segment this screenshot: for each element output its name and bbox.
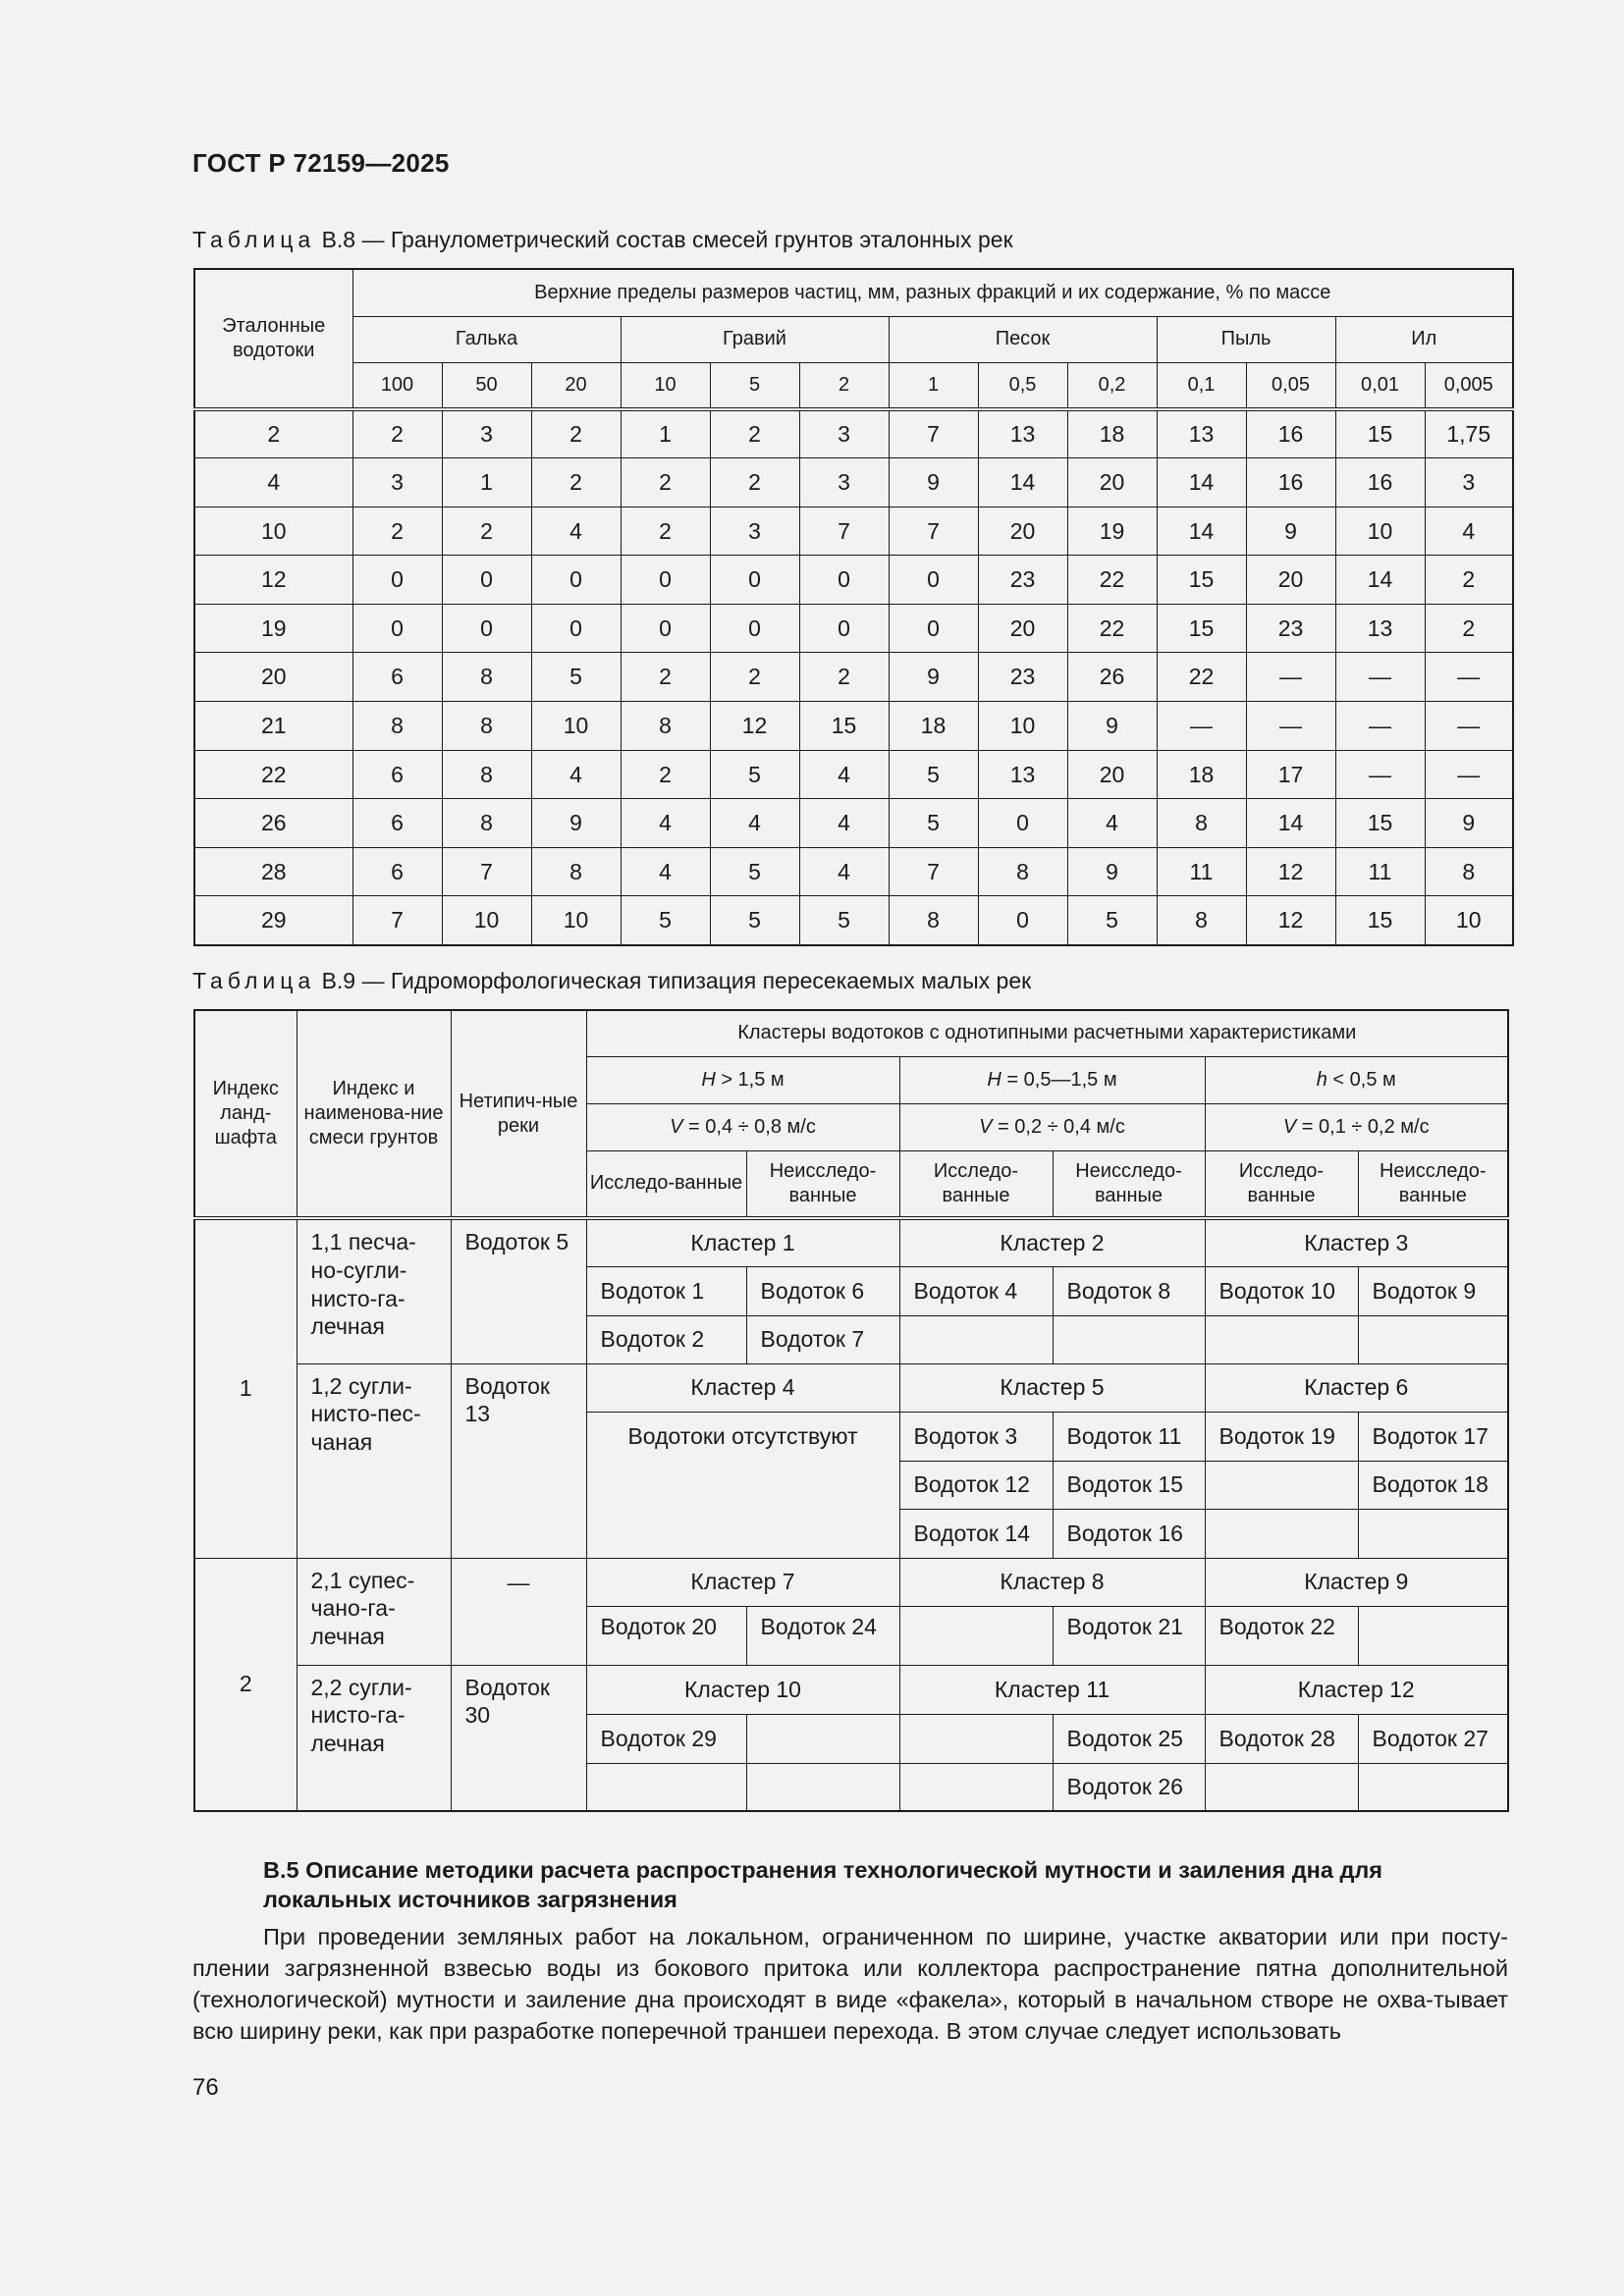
stream-id-cell: 20: [194, 653, 352, 702]
stream-cell: Водоток 2: [586, 1315, 746, 1363]
header-group-dust: Пыль: [1157, 316, 1335, 362]
stream-cell: Водоток 14: [899, 1509, 1053, 1558]
value-cell: 2: [1425, 556, 1513, 605]
velocity-value: = 0,1 ÷ 0,2 м/с: [1296, 1115, 1430, 1138]
value-cell: —: [1425, 702, 1513, 751]
header-velocity-1: [586, 1103, 899, 1150]
value-cell: 7: [889, 507, 978, 556]
empty-cell: [1358, 1763, 1508, 1811]
mix-name-cell: 1,1 песча-но-сугли-нисто-га-лечная: [297, 1218, 451, 1363]
cluster-label: Кластер 2: [899, 1218, 1205, 1266]
value-cell: 0: [799, 604, 889, 653]
value-cell: 4: [710, 799, 799, 848]
value-cell: 10: [531, 896, 621, 945]
value-cell: 9: [889, 653, 978, 702]
value-cell: 0: [710, 604, 799, 653]
value-cell: 4: [531, 507, 621, 556]
value-cell: 4: [1067, 799, 1157, 848]
value-cell: 16: [1335, 458, 1425, 507]
stream-id-cell: 26: [194, 799, 352, 848]
value-cell: 15: [1335, 409, 1425, 458]
value-cell: 4: [799, 750, 889, 799]
header-landscape-index: Индекс ланд-шафта: [194, 1010, 297, 1218]
mix-name-cell: 1,2 сугли-нисто-пес-чаная: [297, 1363, 451, 1558]
cluster-label: Кластер 12: [1205, 1665, 1508, 1714]
value-cell: 13: [978, 750, 1067, 799]
value-cell: 10: [1335, 507, 1425, 556]
value-cell: 20: [978, 507, 1067, 556]
value-cell: 0: [978, 799, 1067, 848]
value-cell: —: [1425, 750, 1513, 799]
mix-name-cell: 2,1 супес-чано-га-лечная: [297, 1558, 451, 1665]
value-cell: 3: [442, 409, 531, 458]
value-cell: 0: [621, 556, 710, 605]
header-studied: Исследо-ванные: [899, 1150, 1053, 1218]
value-cell: 8: [442, 653, 531, 702]
mix-name-cell: 2,2 сугли-нисто-га-лечная: [297, 1665, 451, 1811]
stream-cell: Водоток 12: [899, 1461, 1053, 1509]
table-row: [194, 750, 1513, 799]
landscape-index-cell: 2: [194, 1558, 297, 1811]
stream-cell: Водоток 24: [746, 1606, 899, 1665]
value-cell: 2: [531, 458, 621, 507]
table-hydromorphological-typing: [193, 1009, 1509, 1812]
depth-value: > 1,5 м: [715, 1068, 785, 1091]
value-cell: 2: [621, 458, 710, 507]
value-cell: 13: [1335, 604, 1425, 653]
value-cell: 2: [352, 507, 442, 556]
cluster-label: Кластер 7: [586, 1558, 899, 1606]
header-reference-streams: Эталонные водотоки: [194, 269, 352, 409]
value-cell: 7: [889, 847, 978, 896]
empty-cell: [746, 1763, 899, 1811]
value-cell: 8: [1157, 799, 1246, 848]
value-cell: 20: [1067, 750, 1157, 799]
header-group-sand: Песок: [889, 316, 1157, 362]
cluster-label: Кластер 1: [586, 1218, 899, 1266]
cluster-label: Кластер 6: [1205, 1363, 1508, 1412]
atypical-river-cell: Водоток 5: [451, 1218, 586, 1363]
value-cell: 3: [710, 507, 799, 556]
value-cell: 0: [531, 556, 621, 605]
value-cell: 14: [1157, 507, 1246, 556]
value-cell: 0: [889, 604, 978, 653]
value-cell: 14: [1157, 458, 1246, 507]
atypical-river-cell: —: [451, 1558, 586, 1665]
value-cell: 10: [531, 702, 621, 751]
value-cell: 1: [442, 458, 531, 507]
header-atypical-rivers: Нетипич-ные реки: [451, 1010, 586, 1218]
empty-cell: [1205, 1509, 1358, 1558]
value-cell: 4: [799, 847, 889, 896]
header-group-gravel: Гравий: [621, 316, 889, 362]
empty-cell: [899, 1763, 1053, 1811]
value-cell: 12: [1246, 896, 1335, 945]
value-cell: 0: [352, 604, 442, 653]
header-unstudied: Неисследо-ванные: [746, 1150, 899, 1218]
value-cell: 15: [1157, 556, 1246, 605]
table-row: [194, 702, 1513, 751]
stream-cell: Водоток 10: [1205, 1266, 1358, 1315]
stream-cell: Водоток 18: [1358, 1461, 1508, 1509]
header-studied: Исследо-ванные: [1205, 1150, 1358, 1218]
header-group-pebble: Галька: [352, 316, 621, 362]
value-cell: 3: [352, 458, 442, 507]
value-cell: 15: [1157, 604, 1246, 653]
value-cell: 7: [442, 847, 531, 896]
value-cell: 0: [621, 604, 710, 653]
value-cell: 23: [978, 653, 1067, 702]
header-size-limit: 100: [352, 362, 442, 409]
header-depth-1: [586, 1056, 899, 1103]
value-cell: 18: [889, 702, 978, 751]
table-granulometric-composition: [193, 268, 1514, 946]
value-cell: 8: [352, 702, 442, 751]
value-cell: 8: [621, 702, 710, 751]
value-cell: 10: [978, 702, 1067, 751]
empty-cell: [1358, 1315, 1508, 1363]
empty-cell: [1205, 1461, 1358, 1509]
value-cell: —: [1246, 702, 1335, 751]
table-row: [194, 556, 1513, 605]
header-size-limit: 0,1: [1157, 362, 1246, 409]
empty-cell: [1205, 1763, 1358, 1811]
header-size-limit: 0,5: [978, 362, 1067, 409]
value-cell: 7: [799, 507, 889, 556]
value-cell: 8: [1425, 847, 1513, 896]
empty-cell: [1358, 1509, 1508, 1558]
table9-caption-prefix: Таблица: [192, 968, 316, 993]
header-depth-3: [1205, 1056, 1508, 1103]
value-cell: 11: [1335, 847, 1425, 896]
value-cell: —: [1335, 702, 1425, 751]
value-cell: 19: [1067, 507, 1157, 556]
stream-cell: Водоток 29: [586, 1714, 746, 1763]
value-cell: 5: [621, 896, 710, 945]
value-cell: 1,75: [1425, 409, 1513, 458]
stream-cell: Водоток 3: [899, 1412, 1053, 1461]
cluster-label: Кластер 3: [1205, 1218, 1508, 1266]
stream-id-cell: 4: [194, 458, 352, 507]
empty-cell: [586, 1763, 746, 1811]
stream-id-cell: 21: [194, 702, 352, 751]
table9-caption-text: В.9 — Гидроморфологическая типизация пересекаемых малых рек: [315, 968, 1032, 993]
value-cell: 4: [799, 799, 889, 848]
atypical-river-cell: Водоток 13: [451, 1363, 586, 1558]
value-cell: 5: [710, 847, 799, 896]
depth-value: = 0,5—1,5 м: [1001, 1068, 1117, 1091]
value-cell: 9: [531, 799, 621, 848]
value-cell: 12: [1246, 847, 1335, 896]
table8-caption: [192, 227, 1013, 253]
value-cell: 10: [1425, 896, 1513, 945]
stream-cell: Водоток 7: [746, 1315, 899, 1363]
header-depth-2: [899, 1056, 1205, 1103]
value-cell: 6: [352, 750, 442, 799]
stream-cell: Водоток 1: [586, 1266, 746, 1315]
value-cell: 5: [1067, 896, 1157, 945]
value-cell: 6: [352, 847, 442, 896]
header-studied: Исследо-ванные: [586, 1150, 746, 1218]
value-cell: 0: [531, 604, 621, 653]
value-cell: 23: [1246, 604, 1335, 653]
empty-cell: [899, 1714, 1053, 1763]
stream-cell: Водоток 9: [1358, 1266, 1508, 1315]
header-size-limit: 2: [799, 362, 889, 409]
stream-cell: Водоток 20: [586, 1606, 746, 1665]
value-cell: 22: [1067, 556, 1157, 605]
header-size-limit: 50: [442, 362, 531, 409]
stream-cell: Водоток 26: [1053, 1763, 1205, 1811]
value-cell: 0: [799, 556, 889, 605]
atypical-river-cell: Водоток 30: [451, 1665, 586, 1811]
header-size-limit: 0,005: [1425, 362, 1513, 409]
cluster-label: Кластер 10: [586, 1665, 899, 1714]
value-cell: 8: [531, 847, 621, 896]
value-cell: 0: [710, 556, 799, 605]
value-cell: 2: [352, 409, 442, 458]
stream-id-cell: 22: [194, 750, 352, 799]
stream-cell: Водоток 6: [746, 1266, 899, 1315]
value-cell: 5: [889, 799, 978, 848]
value-cell: 22: [1067, 604, 1157, 653]
value-cell: 5: [889, 750, 978, 799]
value-cell: 8: [1157, 896, 1246, 945]
value-cell: 0: [442, 604, 531, 653]
stream-cell: Водоток 19: [1205, 1412, 1358, 1461]
header-clusters: Кластеры водотоков с однотипными расчетными характеристиками: [586, 1010, 1508, 1056]
stream-cell: Водоток 22: [1205, 1606, 1358, 1665]
value-cell: 18: [1157, 750, 1246, 799]
value-cell: 0: [889, 556, 978, 605]
value-cell: 0: [442, 556, 531, 605]
table9-caption: [192, 968, 1031, 994]
value-cell: 3: [799, 409, 889, 458]
empty-cell: [1053, 1315, 1205, 1363]
header-unstudied: Неисследо-ванные: [1358, 1150, 1508, 1218]
value-cell: 4: [621, 799, 710, 848]
value-cell: 6: [352, 653, 442, 702]
value-cell: 15: [1335, 896, 1425, 945]
table-row: [194, 409, 1513, 458]
stream-cell: Водоток 27: [1358, 1714, 1508, 1763]
header-particle-size-limits: Верхние пределы размеров частиц, мм, разных фракций и их содержание, % по массе: [352, 269, 1513, 316]
value-cell: 8: [889, 896, 978, 945]
value-cell: 18: [1067, 409, 1157, 458]
section-heading: В.5 Описание методики расчета распространения технологической мутности и заиления дна для локальных источников загрязнения: [263, 1857, 1383, 1912]
value-cell: 11: [1157, 847, 1246, 896]
value-cell: 8: [442, 702, 531, 751]
header-mix-index-name: Индекс и наименова-ние смеси грунтов: [297, 1010, 451, 1218]
table-row: [194, 458, 1513, 507]
value-cell: 7: [352, 896, 442, 945]
value-cell: 14: [1246, 799, 1335, 848]
stream-cell: Водоток 28: [1205, 1714, 1358, 1763]
table8-caption-prefix: Таблица: [192, 227, 316, 252]
table-row: [194, 896, 1513, 945]
value-cell: 26: [1067, 653, 1157, 702]
depth-value: < 0,5 м: [1326, 1068, 1396, 1091]
page-number: 76: [192, 2074, 219, 2101]
velocity-value: = 0,2 ÷ 0,4 м/с: [992, 1115, 1125, 1138]
cluster-label: Кластер 11: [899, 1665, 1205, 1714]
value-cell: 15: [799, 702, 889, 751]
header-size-limit: 0,01: [1335, 362, 1425, 409]
value-cell: 13: [978, 409, 1067, 458]
landscape-index-cell: 1: [194, 1218, 297, 1558]
value-cell: 2: [1425, 604, 1513, 653]
cluster-label: Кластер 8: [899, 1558, 1205, 1606]
value-cell: 15: [1335, 799, 1425, 848]
value-cell: 2: [621, 750, 710, 799]
value-cell: 3: [799, 458, 889, 507]
value-cell: 4: [531, 750, 621, 799]
stream-id-cell: 29: [194, 896, 352, 945]
value-cell: 9: [1425, 799, 1513, 848]
velocity-symbol: V: [670, 1115, 683, 1138]
value-cell: 20: [1067, 458, 1157, 507]
cluster-label: Кластер 9: [1205, 1558, 1508, 1606]
stream-id-cell: 28: [194, 847, 352, 896]
value-cell: —: [1335, 750, 1425, 799]
value-cell: 14: [978, 458, 1067, 507]
document-id: ГОСТ Р 72159—2025: [192, 148, 450, 178]
value-cell: 0: [978, 896, 1067, 945]
value-cell: 9: [1067, 702, 1157, 751]
header-velocity-3: [1205, 1103, 1508, 1150]
velocity-value: = 0,4 ÷ 0,8 м/с: [682, 1115, 816, 1138]
value-cell: 17: [1246, 750, 1335, 799]
stream-cell: Водоток 21: [1053, 1606, 1205, 1665]
value-cell: 20: [978, 604, 1067, 653]
stream-cell: Водоток 8: [1053, 1266, 1205, 1315]
value-cell: 10: [442, 896, 531, 945]
empty-cell: [1205, 1315, 1358, 1363]
value-cell: 2: [710, 653, 799, 702]
value-cell: 9: [1246, 507, 1335, 556]
stream-cell: Водоток 11: [1053, 1412, 1205, 1461]
stream-cell: Водоток 17: [1358, 1412, 1508, 1461]
value-cell: 2: [710, 409, 799, 458]
value-cell: 2: [531, 409, 621, 458]
depth-symbol: h: [1316, 1068, 1327, 1091]
value-cell: 5: [531, 653, 621, 702]
table-row: [194, 604, 1513, 653]
header-size-limit: 20: [531, 362, 621, 409]
stream-id-cell: 19: [194, 604, 352, 653]
value-cell: 5: [710, 896, 799, 945]
stream-cell: Водоток 15: [1053, 1461, 1205, 1509]
header-size-limit: 0,2: [1067, 362, 1157, 409]
empty-cell: [746, 1714, 899, 1763]
value-cell: 8: [442, 799, 531, 848]
empty-cell: [899, 1315, 1053, 1363]
stream-cell: Водоток 16: [1053, 1509, 1205, 1558]
header-size-limit: 0,05: [1246, 362, 1335, 409]
value-cell: 14: [1335, 556, 1425, 605]
stream-id-cell: 2: [194, 409, 352, 458]
no-streams-cell: Водотоки отсутствуют: [586, 1412, 899, 1558]
value-cell: 9: [1067, 847, 1157, 896]
table-row: [194, 847, 1513, 896]
value-cell: 9: [889, 458, 978, 507]
header-velocity-2: [899, 1103, 1205, 1150]
empty-cell: [899, 1606, 1053, 1665]
stream-cell: Водоток 25: [1053, 1714, 1205, 1763]
value-cell: —: [1425, 653, 1513, 702]
body-paragraph: При проведении земляных работ на локальном, ограниченном по ширине, участке акватории или при посту-плении загрязненной взвесью воды из бокового притока или коллектора распространение пятна дополнительной (технологической) мутности и заиление дна происходят в виде «факела», который в начальном створе не охва-тывает всю ширину реки, как при разработке поперечной траншеи перехода. В этом случае следует использовать: [192, 1924, 1508, 2044]
value-cell: 8: [978, 847, 1067, 896]
cluster-label: Кластер 4: [586, 1363, 899, 1412]
header-size-limit: 10: [621, 362, 710, 409]
value-cell: 16: [1246, 409, 1335, 458]
value-cell: 12: [710, 702, 799, 751]
header-size-limit: 5: [710, 362, 799, 409]
table-row: [194, 653, 1513, 702]
depth-symbol: H: [987, 1068, 1001, 1091]
value-cell: 20: [1246, 556, 1335, 605]
header-size-limit: 1: [889, 362, 978, 409]
value-cell: 2: [710, 458, 799, 507]
value-cell: 0: [352, 556, 442, 605]
value-cell: 4: [621, 847, 710, 896]
value-cell: 23: [978, 556, 1067, 605]
stream-cell: Водоток 4: [899, 1266, 1053, 1315]
value-cell: 6: [352, 799, 442, 848]
value-cell: 5: [799, 896, 889, 945]
velocity-symbol: V: [1282, 1115, 1297, 1138]
header-group-silt: Ил: [1335, 316, 1513, 362]
depth-symbol: H: [701, 1068, 716, 1091]
velocity-symbol: V: [979, 1115, 993, 1138]
table-row: [194, 799, 1513, 848]
stream-id-cell: 10: [194, 507, 352, 556]
value-cell: 16: [1246, 458, 1335, 507]
value-cell: 7: [889, 409, 978, 458]
value-cell: 22: [1157, 653, 1246, 702]
value-cell: 2: [621, 507, 710, 556]
value-cell: 8: [442, 750, 531, 799]
table8-caption-text: В.8 — Гранулометрический состав смесей грунтов эталонных рек: [315, 227, 1013, 252]
value-cell: 1: [621, 409, 710, 458]
value-cell: —: [1335, 653, 1425, 702]
value-cell: —: [1246, 653, 1335, 702]
cluster-label: Кластер 5: [899, 1363, 1205, 1412]
value-cell: 3: [1425, 458, 1513, 507]
stream-id-cell: 12: [194, 556, 352, 605]
value-cell: 2: [621, 653, 710, 702]
table-row: [194, 507, 1513, 556]
value-cell: 2: [799, 653, 889, 702]
header-unstudied: Неисследо-ванные: [1053, 1150, 1205, 1218]
empty-cell: [1358, 1606, 1508, 1665]
value-cell: 2: [442, 507, 531, 556]
value-cell: 13: [1157, 409, 1246, 458]
value-cell: 4: [1425, 507, 1513, 556]
value-cell: —: [1157, 702, 1246, 751]
value-cell: 5: [710, 750, 799, 799]
